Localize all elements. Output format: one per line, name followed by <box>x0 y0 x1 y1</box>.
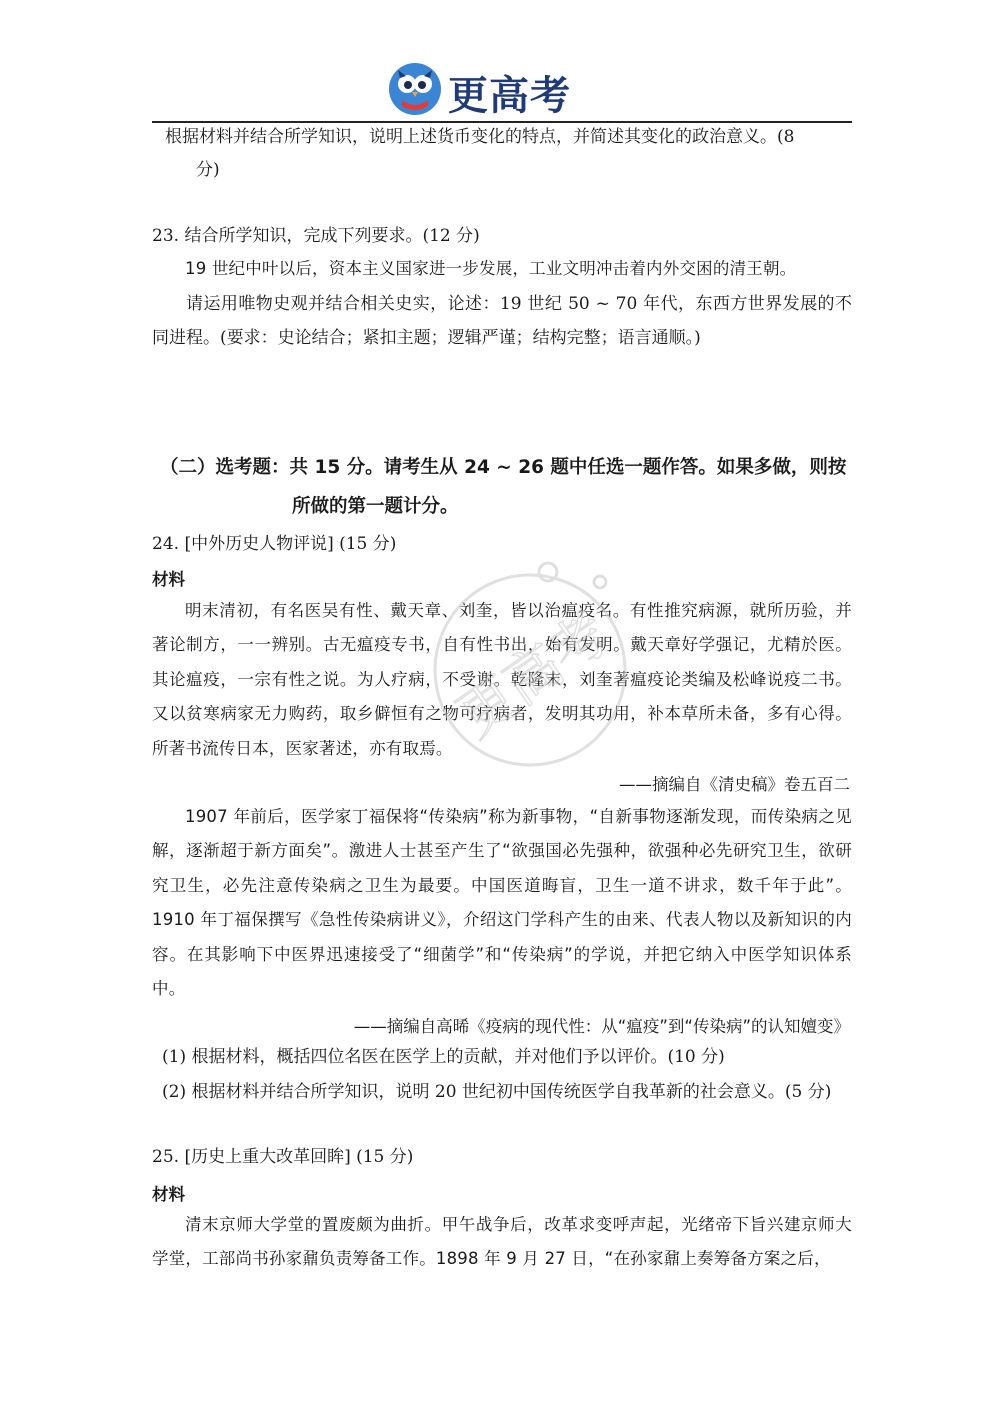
q24-source2: ——摘编自高晞《疫病的现代性：从“瘟疫”到“传染病”的认知嬗变》 <box>353 1017 850 1036</box>
watermark-text: 更高考 <box>446 600 622 751</box>
q24-para2-block <box>152 800 852 1006</box>
q24-question-2: (2) 根据材料并结合所学知识，说明 20 世纪初中国传统医学自我革新的社会意义。(5 分) <box>162 1082 832 1102</box>
q24-source1: ——摘编自《清史稿》卷五百二 <box>619 775 850 794</box>
q24-material-label: 材料 <box>152 570 185 589</box>
q25-para1-block <box>152 1208 852 1277</box>
q23-intro: 19 世纪中叶以后，资本主义国家进一步发展，工业文明冲击着内外交困的清王朝。 <box>185 259 797 278</box>
header-divider <box>152 121 852 123</box>
section2-heading-line2: 所做的第一题计分。 <box>292 496 459 517</box>
q22-2-line2: 分) <box>196 160 220 180</box>
brand-logo-text: 更高考 <box>448 73 571 119</box>
q22-2-line1: 根据材料并结合所学知识，说明上述货币变化的特点，并简述其变化的政治意义。(8 <box>165 127 795 147</box>
q24-para2: 1907 年前后，医学家丁福保将“传染病”称为新事物，“自新事物逐渐发现，而传染病之见解，逐渐超于新方面矣”。激进人士甚至产生了“欲强国必先强种，欲强种必先研究卫生，欲研究卫生，必先注意传染病之卫生为最要。中国医道晦盲，卫生一道不讲求，数千年于此”。1910 年丁福保撰写《急性传染病讲义》，介绍这门学科产生的由来、代表人物以及新知识的内容。在其影响下中医界迅速接受了“细菌学”和“传染病”的学说，并把它纳入中医学知识体系中。 <box>152 807 852 999</box>
q25-para1: 清末京师大学堂的置废颇为曲折。甲午战争后，改革求变呼声起，光绪帝下旨兴建京师大学堂，工部尚书孙家鼐负责筹备工作。1898 年 9 月 27 日，“在孙家鼐上奏筹备方案之后， <box>152 1215 852 1269</box>
q24-para1-block <box>152 594 852 766</box>
owl-logo-icon <box>388 62 442 116</box>
q24-question-1: (1) 根据材料，概括四位名医在医学上的贡献，并对他们予以评价。(10 分) <box>162 1047 725 1067</box>
q23-task-block <box>152 287 852 356</box>
page-header <box>0 0 1000 122</box>
q23-body <box>152 252 852 286</box>
q23-title: 23. 结合所学知识，完成下列要求。(12 分) <box>152 226 480 246</box>
q25-material-label: 材料 <box>152 1185 185 1204</box>
q25-title: 25. [历史上重大改革回眸] (15 分) <box>152 1147 414 1167</box>
q24-para1: 明末清初，有名医吴有性、戴天章、刘奎，皆以治瘟疫名。有性推究病源，就所历验，并著论制方，一一辨别。古无瘟疫专书，自有性书出，始有发明。戴天章好学强记，尤精於医。其论瘟疫，一宗有性之说。为人疗病，不受谢。乾隆末，刘奎著瘟疫论类编及松峰说疫二书。又以贫寒病家无力购药，取乡僻恒有之物可疗病者，发明其功用，补本草所未备，多有心得。所著书流传日本，医家著述，亦有取焉。 <box>152 601 852 758</box>
section2-heading-line1: （二）选考题：共 15 分。请考生从 24 ~ 26 题中任选一题作答。如果多做，则按 <box>160 457 847 478</box>
q23-task: 请运用唯物史观并结合相关史实，论述：19 世纪 50 ~ 70 年代，东西方世界发展的不同进程。(要求：史论结合；紧扣主题；逻辑严谨；结构完整；语言通顺。) <box>152 294 852 349</box>
q24-title: 24. [中外历史人物评说] (15 分) <box>152 534 397 554</box>
